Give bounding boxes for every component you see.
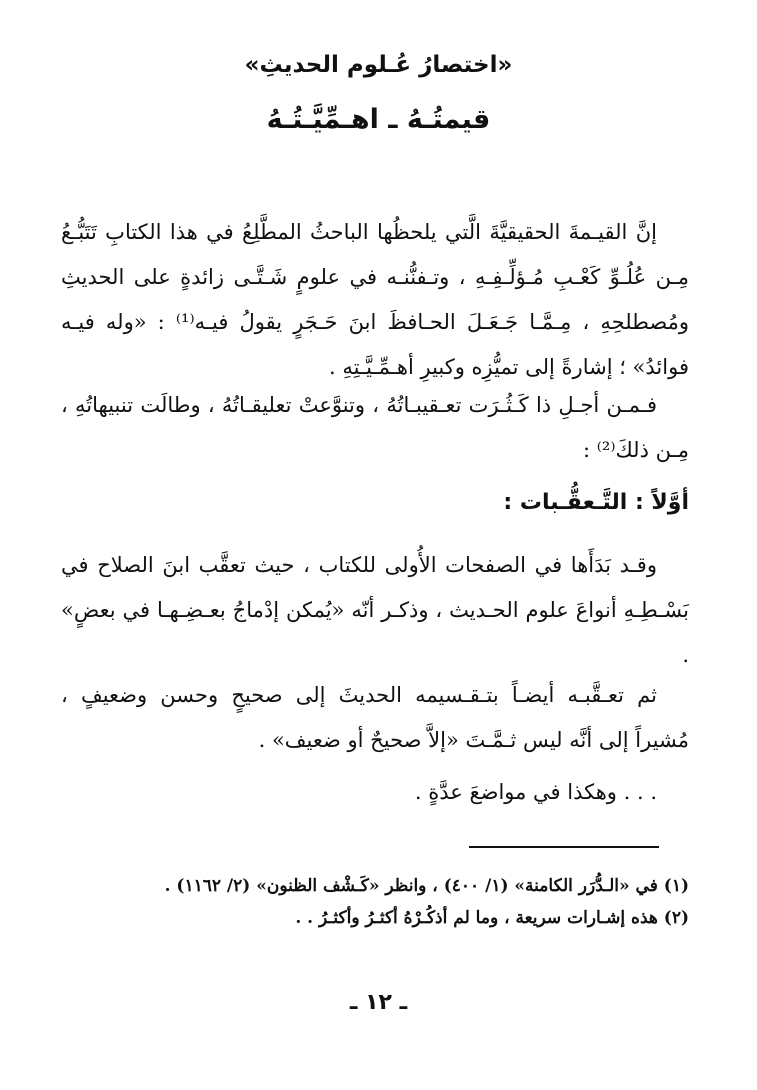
paragraph-value: إنَّ القيـمةَ الحقيقيَّةَ الَّتي يلحظُها الباحثُ المطَّلِعُ في هذا الكتابِ تَتَبُّـعُ مِـن عُلُـوِّ كَعْـبِ مُـؤلِّـفِـهِ ، وتـفنُّنـه في علومٍ شَـتَّـى زائدةٍ على الحديثِ ومُصطلحِهِ ، مِـمَّـا جَـعَـلَ الحـافظَ ابنَ حَـجَرٍ يقولُ فيـه⁽¹⁾ : «وله فيـه فوائدُ» ؛ إشارةً إلى تميُّزِه وكبيرِ أهـمِّـيَّـتِهِ . [61, 220, 689, 379]
page-number: ـ ١٢ ـ [349, 990, 408, 1015]
book-title: «اختصارُ عُـلوم الحديثِ» [244, 52, 513, 78]
footnote-1: (١) في «الـدُّرَر الكامنة» (١/ ٤٠٠) ، وانظر «كَـشْف الظنون» (٢/ ١١٦٢) . [164, 876, 689, 896]
footnote-divider [469, 846, 659, 848]
paragraph-first-critique: وقـد بَدَأَها في الصفحات الأُولى للكتاب ، حيث تعقَّب ابنَ الصلاح في بَسْـطِـهِ أنواعَ علوم الحـديث ، وذكـر أنّه «يُمكن إدْماجُ بعـضِـهـا في بعضٍ» . [61, 553, 689, 667]
footnote-2: (٢) هذه إشـارات سريعة ، وما لم أذكُـرْهُ أكثـرُ وأكثـرُ . . [295, 908, 689, 928]
paragraph-etc: . . . وهكذا في مواضعَ عدَّةٍ . [414, 780, 657, 804]
footnotes [61, 870, 689, 934]
page-subtitle: قيمتُـهُ ـ اهـمِّيَّـتُـهُ [266, 104, 491, 135]
paragraph-second-critique: ثم تعـقَّبـه أيضـاً بتـقـسيمه الحديثَ إلى صحيحٍ وحسن وضعيفٍ ، مُشيراً إلى أنَّه ليس ثـمَّـتَ «إلاَّ صحيحٌ أو ضعيف» . [61, 683, 689, 752]
section-heading: أوَّلاً : التَّـعقُّـبات : [503, 490, 689, 515]
paragraph-comments: فـمـن أجـلِ ذا كَـثُـرَت تعـقيبـاتُهُ ، وتنوَّعتْ تعليقـاتُهُ ، وطالَت تنبيهاتُهِ ، مِـن ذلكَ⁽²⁾ : [61, 393, 689, 462]
